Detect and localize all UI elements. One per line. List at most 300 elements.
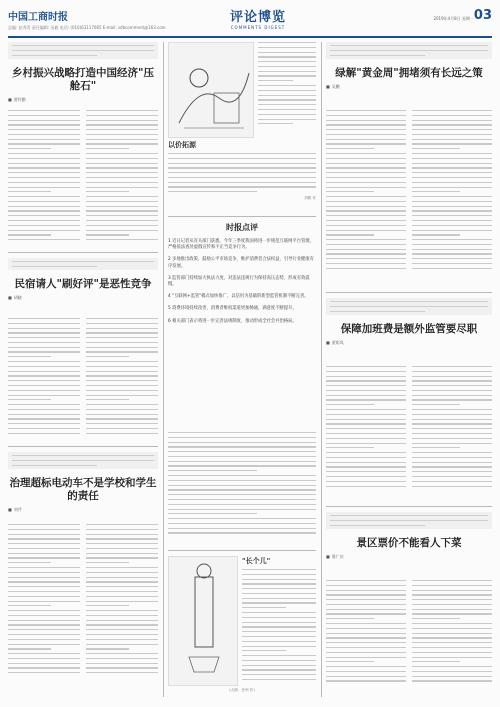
- text-line: [412, 390, 492, 391]
- text-line: [258, 61, 316, 62]
- text-line: [326, 423, 406, 424]
- text-line: [412, 124, 492, 125]
- text-line: [412, 148, 460, 149]
- text-line: [8, 663, 80, 664]
- text-line: [242, 631, 316, 632]
- article-lead: [326, 42, 492, 59]
- text-line: [86, 524, 158, 525]
- text-line: [86, 153, 158, 154]
- text-line: [326, 366, 406, 367]
- text-line: [86, 172, 158, 173]
- text-line: [412, 671, 492, 672]
- text-line: [326, 409, 406, 410]
- text-line: [8, 572, 80, 573]
- text-line: [86, 577, 158, 578]
- text-line: [86, 653, 158, 654]
- text-line: [326, 201, 406, 202]
- text-line: [326, 110, 406, 111]
- text-line: [412, 385, 492, 386]
- text-line: [86, 318, 158, 319]
- text-line: [8, 553, 80, 554]
- text-line: [412, 414, 492, 415]
- text-line: [168, 191, 257, 192]
- text-line: [86, 167, 158, 168]
- text-line: [326, 215, 406, 216]
- text-line: [86, 572, 158, 573]
- text-line: [168, 499, 316, 500]
- text-line: [412, 661, 460, 662]
- text-line: [412, 585, 492, 586]
- text-line: [8, 148, 51, 149]
- text-line: [8, 380, 80, 381]
- text-line: [86, 351, 158, 352]
- text-line: [8, 215, 80, 216]
- text-line: [8, 648, 51, 649]
- text-line: [8, 577, 80, 578]
- text-line: [326, 172, 406, 173]
- text-line: [168, 470, 257, 471]
- text-line: [326, 258, 406, 259]
- article-body: [8, 110, 80, 244]
- text-line: [412, 452, 492, 453]
- section-divider: [8, 252, 158, 253]
- text-line: [8, 220, 80, 221]
- article-lead: [8, 258, 158, 270]
- text-line: [8, 187, 80, 188]
- center-text-block: [168, 432, 316, 537]
- text-line: [412, 462, 492, 463]
- text-line: [242, 660, 316, 661]
- text-line: [242, 655, 316, 656]
- text-line: [242, 602, 316, 603]
- text-line: [326, 476, 406, 477]
- text-line: [8, 366, 80, 367]
- issue-date: 2019年4月8日 星期一: [433, 16, 474, 21]
- text-line: [412, 380, 492, 381]
- article-body: [326, 110, 406, 273]
- text-line: [168, 172, 316, 173]
- text-line: [86, 347, 158, 348]
- text-line: [242, 646, 316, 647]
- text-line: [412, 158, 492, 159]
- text-line: [168, 163, 316, 164]
- column-divider: [321, 42, 322, 697]
- text-line: [326, 134, 406, 135]
- text-line: [412, 163, 492, 164]
- text-line: [86, 225, 158, 226]
- text-line: [86, 601, 158, 602]
- text-line: [86, 399, 129, 400]
- text-line: [326, 471, 406, 472]
- article-byline: ■ 刘芹: [8, 507, 158, 513]
- text-line: [8, 658, 80, 659]
- text-line: [86, 404, 158, 405]
- text-line: [168, 465, 316, 466]
- text-line: [168, 523, 316, 524]
- text-line: [86, 124, 158, 125]
- cartoon-drawing: [169, 557, 238, 686]
- text-line: [8, 610, 80, 611]
- text-line: [326, 120, 406, 121]
- text-line: [412, 134, 492, 135]
- right-top-article: [326, 42, 492, 92]
- text-line: [8, 414, 80, 415]
- text-line: [412, 215, 492, 216]
- text-line: [412, 187, 492, 188]
- text-line: [326, 647, 406, 648]
- left-mid-article: [8, 258, 158, 303]
- editor-info: 总编: 赵秀青 责任编辑: 丛毅 电话: (010)63117085 E-mail: sdbcomment@163.com: [8, 25, 166, 30]
- text-line: [86, 215, 158, 216]
- text-line: [326, 182, 406, 183]
- text-line: [8, 196, 80, 197]
- text-line: [326, 167, 406, 168]
- article-headline: 景区票价不能看人下菜: [356, 536, 462, 549]
- text-line: [8, 318, 80, 319]
- text-line: [326, 457, 406, 458]
- text-line: [8, 624, 80, 625]
- text-line: [326, 115, 406, 116]
- text-line: [86, 371, 158, 372]
- text-line: [168, 177, 316, 178]
- text-line: [412, 676, 492, 677]
- text-line: [412, 666, 492, 667]
- text-line: [242, 598, 316, 599]
- text-line: [258, 114, 316, 115]
- text-line: [8, 332, 80, 333]
- left-column: [8, 42, 158, 105]
- text-line: [86, 239, 158, 240]
- article-byline: ■ 贾怀勤: [8, 97, 158, 103]
- review-item: 6 相关部门表示将进一步完善法规制度，推动形成全社会共治格局。: [168, 318, 297, 324]
- text-line: [326, 447, 374, 448]
- text-line: [326, 438, 406, 439]
- text-line: [258, 66, 316, 67]
- text-line: [86, 328, 158, 329]
- text-line: [326, 628, 406, 629]
- text-line: [412, 409, 492, 410]
- text-line: [326, 661, 374, 662]
- article-byline: ■ 胡晓: [8, 295, 158, 301]
- review-item: 2 多地推出政策，鼓励公平市场竞争，维护消费者合法权益，引导行业健康有序发展。: [168, 257, 314, 269]
- text-line: [326, 642, 406, 643]
- text-line: [168, 442, 316, 443]
- text-line: [86, 342, 158, 343]
- text-line: [412, 438, 492, 439]
- text-line: [8, 538, 80, 539]
- text-line: [412, 481, 492, 482]
- right-bottom-article: [326, 512, 492, 562]
- text-line: [326, 404, 374, 405]
- text-line: [412, 139, 492, 140]
- text-line: [412, 268, 492, 269]
- text-line: [412, 234, 460, 235]
- text-line: [86, 220, 158, 221]
- text-line: [326, 657, 406, 658]
- text-line: [258, 42, 316, 43]
- text-line: [326, 385, 406, 386]
- text-line: [412, 457, 492, 458]
- text-line: [326, 177, 406, 178]
- masthead: [8, 6, 492, 38]
- text-line: [8, 634, 80, 635]
- text-line: [86, 557, 158, 558]
- article-headline: 民宿请人"刷好评"是恶性竞争: [14, 277, 152, 290]
- text-line: [412, 680, 492, 681]
- article-body: [86, 318, 158, 438]
- text-line: [86, 366, 158, 367]
- text-line: [412, 239, 492, 240]
- text-line: [242, 665, 316, 666]
- text-line: [326, 163, 406, 164]
- text-line: [242, 626, 316, 627]
- text-line: [412, 433, 492, 434]
- text-line: [326, 433, 406, 434]
- text-line: [86, 129, 158, 130]
- text-line: [258, 85, 316, 86]
- text-line: [8, 342, 80, 343]
- text-line: [412, 628, 492, 629]
- text-line: [8, 158, 80, 159]
- text-line: [86, 196, 158, 197]
- cartoon-caption-block: [168, 140, 316, 201]
- text-line: [326, 380, 406, 381]
- text-line: [326, 609, 406, 610]
- text-line: [412, 486, 492, 487]
- text-line: [86, 624, 158, 625]
- text-line: [86, 615, 158, 616]
- text-line: [168, 461, 316, 462]
- text-line: [412, 225, 492, 226]
- text-line: [242, 641, 316, 642]
- text-line: [412, 609, 492, 610]
- text-line: [8, 115, 80, 116]
- text-line: [86, 182, 158, 183]
- text-line: [258, 123, 293, 124]
- text-line: [326, 268, 406, 269]
- article-body: [86, 524, 158, 677]
- text-line: [86, 581, 158, 582]
- text-line: [412, 399, 492, 400]
- text-line: [86, 620, 158, 621]
- text-line: [8, 167, 80, 168]
- page-number: 03: [473, 8, 492, 23]
- text-line: [8, 672, 80, 673]
- text-line: [86, 634, 158, 635]
- text-line: [8, 191, 51, 192]
- text-line: [326, 466, 406, 467]
- text-line: [86, 423, 158, 424]
- text-line: [8, 120, 80, 121]
- text-line: [86, 177, 158, 178]
- cartoon-author: 刘鹤 作: [304, 196, 316, 201]
- text-line: [326, 580, 406, 581]
- text-line: [8, 351, 80, 352]
- text-line: [8, 153, 80, 154]
- text-line: [326, 623, 406, 624]
- text-line: [8, 323, 80, 324]
- text-line: [412, 466, 492, 467]
- text-line: [8, 371, 80, 372]
- text-line: [412, 115, 492, 116]
- text-line: [8, 390, 80, 391]
- text-line: [242, 650, 286, 651]
- text-line: [8, 639, 80, 640]
- section-title: [206, 6, 310, 30]
- text-line: [168, 456, 316, 457]
- text-line: [86, 529, 158, 530]
- newspaper-brand: 中国工商时报: [8, 12, 68, 23]
- text-line: [8, 534, 80, 535]
- text-line: [412, 404, 460, 405]
- text-line: [326, 244, 406, 245]
- text-line: [326, 399, 406, 400]
- article-lead: [326, 512, 492, 529]
- article-body: [86, 110, 158, 244]
- text-line: [242, 607, 286, 608]
- article-headline: 治理超标电动车不是学校和学生的责任: [9, 476, 157, 502]
- text-line: [86, 230, 158, 231]
- article-body: [8, 524, 80, 677]
- text-line: [412, 471, 492, 472]
- text-line: [8, 644, 80, 645]
- article-headline: 绿解"黄金周"拥堵须有长远之策: [335, 66, 483, 79]
- text-line: [168, 167, 316, 168]
- text-line: [242, 588, 316, 589]
- text-line: [326, 230, 406, 231]
- text-line: [326, 249, 406, 250]
- text-line: [8, 399, 51, 400]
- text-line: [326, 148, 374, 149]
- text-line: [326, 371, 406, 372]
- text-line: [8, 433, 80, 434]
- text-line: [168, 528, 316, 529]
- section-divider: [8, 446, 158, 447]
- article-byline: ■ 吴鹏: [326, 84, 492, 90]
- cartoon-caption: 以价拓源: [168, 141, 196, 149]
- article-lead: [8, 452, 158, 469]
- section-divider: [168, 550, 316, 551]
- text-line: [326, 206, 406, 207]
- text-line: [326, 414, 406, 415]
- text-line: [8, 129, 80, 130]
- article-headline: 乡村振兴战略打造中国经济"压舱石": [12, 66, 154, 92]
- text-line: [412, 153, 492, 154]
- text-line: [326, 452, 406, 453]
- text-line: [86, 110, 158, 111]
- text-line: [412, 129, 492, 130]
- text-line: [8, 605, 51, 606]
- text-line: [86, 562, 129, 563]
- text-line: [412, 167, 492, 168]
- text-line: [412, 633, 492, 634]
- text-line: [326, 234, 374, 235]
- text-line: [412, 110, 492, 111]
- text-line: [8, 206, 80, 207]
- section-title-en: COMMENTS DIGEST: [230, 25, 286, 30]
- text-line: [326, 210, 406, 211]
- cartoon-image: [168, 556, 238, 686]
- text-line: [412, 220, 492, 221]
- review-item: 1 近日记者从有关部门获悉，今年三季度我国将进一步规范互联网平台管理，严格依法查处虚假宣传和不正当竞争行为。: [168, 239, 314, 251]
- review-item: 5 消费环境持续改善，消费者维权渠道更加畅通，满意度不断提升。: [168, 306, 297, 312]
- text-line: [86, 361, 158, 362]
- text-line: [8, 428, 80, 429]
- text-line: [412, 419, 492, 420]
- text-line: [168, 513, 257, 514]
- article-body: [326, 366, 406, 490]
- text-line: [258, 56, 316, 57]
- text-line: [86, 534, 158, 535]
- text-line: [8, 337, 80, 338]
- text-line: [326, 486, 406, 487]
- text-line: [412, 196, 492, 197]
- text-line: [326, 419, 406, 420]
- text-line: [86, 629, 158, 630]
- review-item: 3 监管部门持续加大执法力度，对违法违规行为保持高压态势，形成有效震慑。: [168, 275, 310, 288]
- text-line: [8, 653, 80, 654]
- text-line: [8, 423, 80, 424]
- text-line: [86, 201, 158, 202]
- text-line: [86, 567, 158, 568]
- text-line: [258, 95, 316, 96]
- text-line: [412, 594, 492, 595]
- text-line: [8, 239, 80, 240]
- text-line: [326, 637, 406, 638]
- text-line: [326, 376, 406, 377]
- text-line: [86, 139, 158, 140]
- text-line: [412, 637, 492, 638]
- article-body: [412, 580, 492, 685]
- section-divider: [326, 506, 492, 507]
- text-line: [412, 599, 492, 600]
- cartoon-caption: "长个儿": [242, 557, 271, 565]
- text-line: [168, 446, 316, 447]
- review-box: [168, 222, 316, 331]
- cartoon-drawing: [169, 43, 254, 138]
- article-byline: ■ 鲁广庆: [326, 554, 492, 560]
- text-line: [8, 524, 80, 525]
- text-line: [412, 647, 492, 648]
- text-line: [258, 52, 316, 53]
- text-line: [242, 674, 316, 675]
- text-line: [258, 71, 316, 72]
- text-line: [86, 605, 129, 606]
- text-line: [326, 153, 406, 154]
- text-line: [258, 119, 316, 120]
- text-line: [86, 390, 158, 391]
- text-line: [86, 143, 158, 144]
- text-line: [86, 648, 129, 649]
- text-line: [8, 601, 80, 602]
- text-line: [86, 418, 158, 419]
- text-line: [412, 657, 492, 658]
- text-line: [8, 581, 80, 582]
- text-line: [168, 186, 316, 187]
- text-line: [8, 629, 80, 630]
- text-line: [412, 604, 492, 605]
- text-line: [326, 618, 374, 619]
- cartoon-author-block: [168, 688, 316, 693]
- text-line: [8, 409, 80, 410]
- text-line: [412, 258, 492, 259]
- text-line: [326, 225, 406, 226]
- review-item: 4 "互联网+监管"模式加快推广，以信用为基础的新型监管机制不断完善。: [168, 294, 309, 300]
- article-body: [412, 110, 492, 273]
- section-divider: [326, 292, 492, 293]
- text-line: [86, 158, 158, 159]
- text-line: [8, 615, 80, 616]
